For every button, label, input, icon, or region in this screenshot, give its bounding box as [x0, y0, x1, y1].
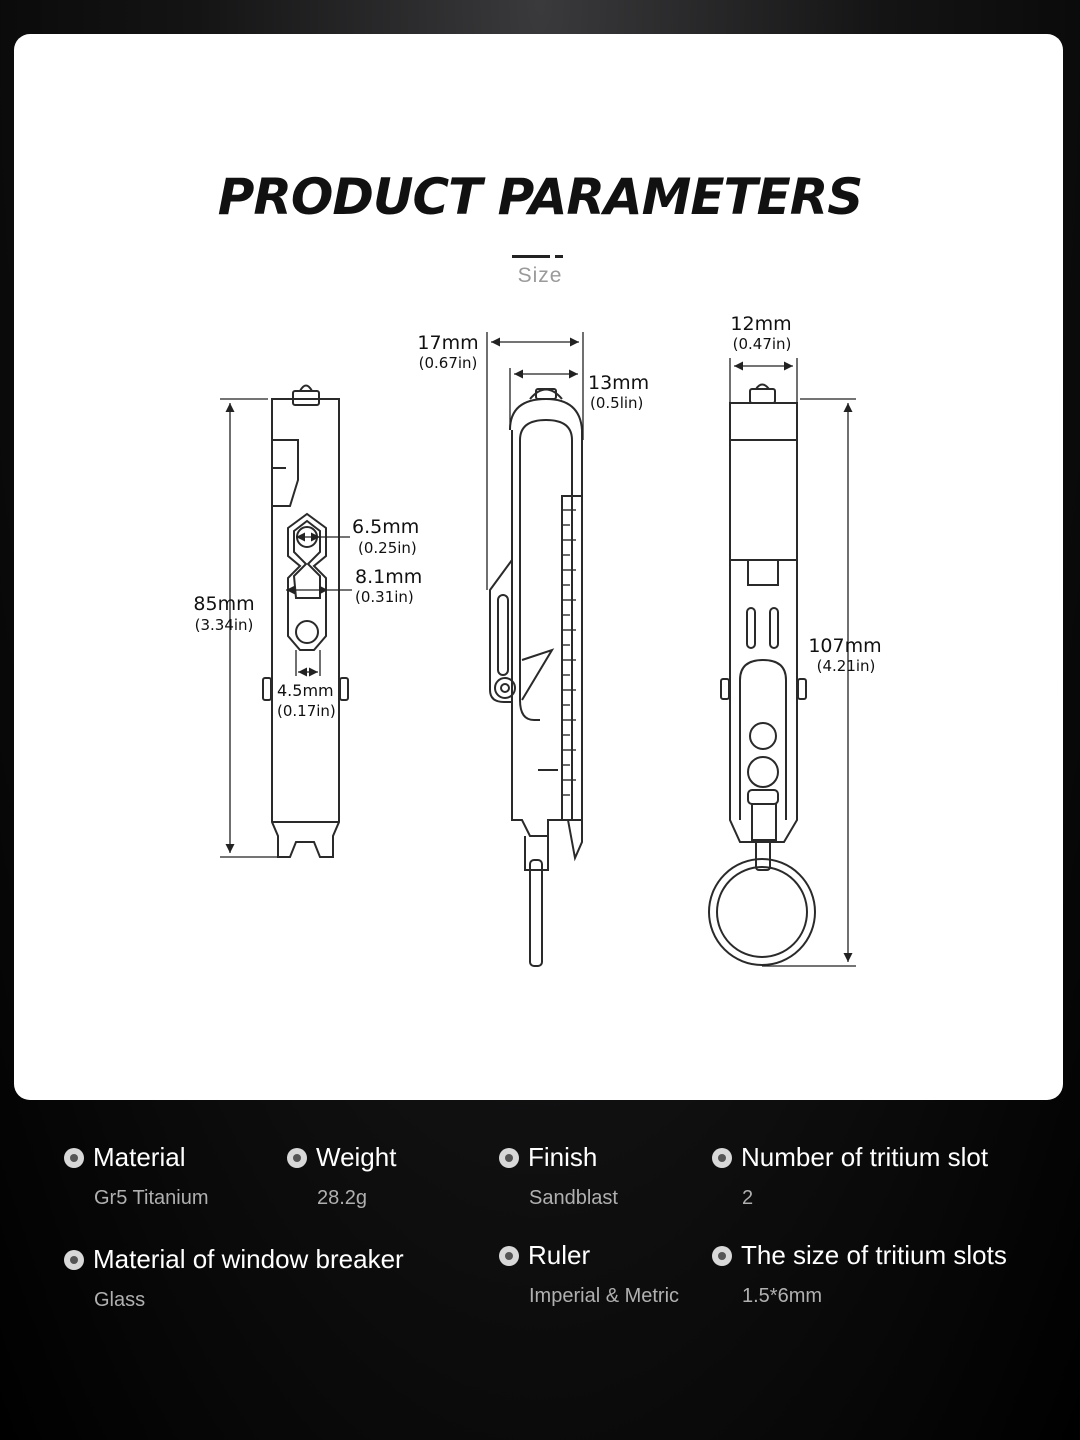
spec-tritium-size: [712, 1240, 1007, 1308]
section-subtitle: Size: [517, 264, 563, 287]
spec-finish: [499, 1142, 618, 1210]
spec-material: [64, 1142, 208, 1210]
spec-value: Gr5 Titanium: [94, 1187, 209, 1209]
spec-tritium-count: [712, 1142, 988, 1210]
dim-85-mm: 85mm: [193, 593, 255, 615]
spec-value: 2: [742, 1187, 754, 1209]
bullet-icon: [712, 1148, 732, 1168]
spec-label: Material: [93, 1142, 186, 1172]
dim-81-mm: 8.1mm: [355, 566, 423, 588]
dim-12-in: (0.47in): [732, 335, 792, 353]
bullet-icon: [64, 1148, 84, 1168]
spec-label: Number of tritium slot: [741, 1142, 989, 1172]
spec-ruler: [499, 1240, 679, 1308]
ruler-ticks: [562, 510, 576, 795]
bullet-icon: [499, 1246, 519, 1266]
spec-label: Ruler: [528, 1240, 591, 1270]
dim-65-in: (0.25in): [358, 539, 417, 557]
front-view: [263, 386, 348, 858]
spec-label: Weight: [316, 1142, 397, 1172]
dim-13-in: (0.5lin): [590, 394, 644, 412]
spec-value: Imperial & Metric: [529, 1285, 680, 1307]
dim-12-mm: 12mm: [730, 313, 792, 335]
spec-label: Finish: [528, 1142, 598, 1172]
dim-107-mm: 107mm: [808, 635, 882, 657]
bullet-icon: [499, 1148, 519, 1168]
spec-value: 1.5*6mm: [742, 1285, 823, 1307]
dim-45-in: (0.17in): [277, 702, 336, 720]
side-view: [490, 389, 582, 966]
specs-section: [0, 1100, 1080, 1440]
bullet-icon: [287, 1148, 307, 1168]
dim-45-mm: 4.5mm: [277, 681, 334, 700]
dim-13-mm: 13mm: [588, 372, 650, 394]
back-view: [709, 385, 815, 966]
bullet-icon: [64, 1250, 84, 1270]
spec-label: Material of window breaker: [93, 1244, 404, 1274]
page-title: PRODUCT PARAMETERS: [217, 168, 863, 226]
dim-107-in: (4.21in): [816, 657, 876, 675]
spec-window-breaker: [64, 1244, 404, 1312]
dim-17-in: (0.67in): [418, 354, 478, 372]
dim-65-mm: 6.5mm: [352, 516, 420, 538]
bullet-icon: [712, 1246, 732, 1266]
spec-label: The size of tritium slots: [741, 1240, 1007, 1270]
spec-weight: [287, 1142, 396, 1210]
dim-81-in: (0.31in): [355, 588, 414, 606]
dim-85-in: (3.34in): [194, 616, 254, 634]
dim-17-mm: 17mm: [417, 332, 479, 354]
spec-value: Glass: [94, 1289, 146, 1311]
spec-value: Sandblast: [529, 1187, 618, 1209]
spec-value: 28.2g: [317, 1187, 368, 1209]
